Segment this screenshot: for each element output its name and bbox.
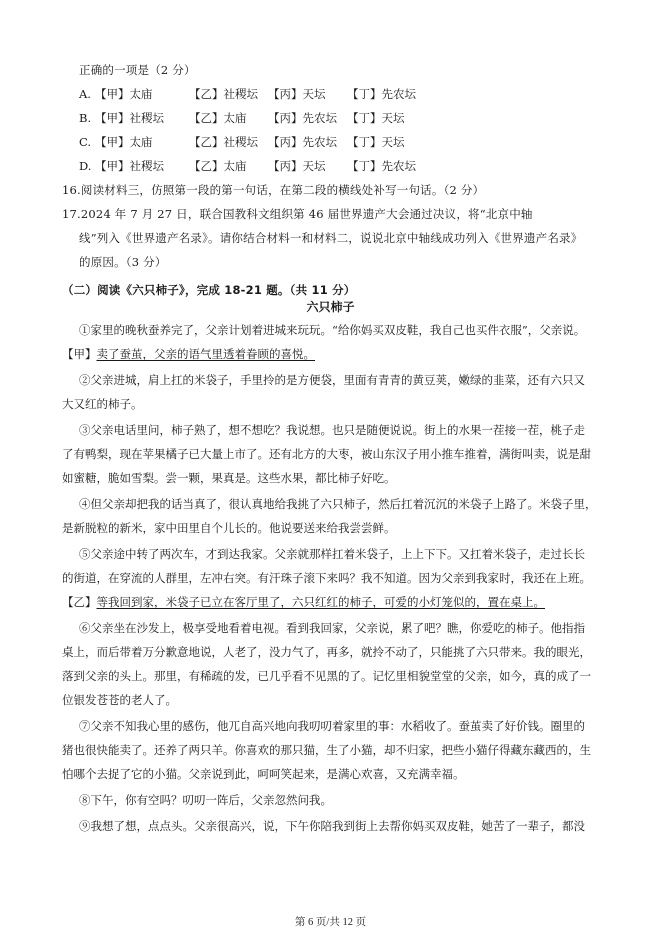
option-d[interactable] [79, 158, 437, 174]
paragraph-7-line-1: ⑦父亲不知我心里的感伤，他兀自高兴地向我叨叨着家里的事：水稻收了。蚕茧卖了好价钱。圈里的 [79, 719, 585, 733]
marker-yi: 【乙】 [62, 595, 97, 609]
option-cell: 【乙】社稷坛 [189, 87, 258, 101]
paragraph-7-line-2: 猪也很快能卖了。还养了两只羊。你喜欢的那只猫，生了小猫，却不归家，把些小猫仔得藏东藏西的，生 [62, 743, 591, 757]
paragraph-8-line-1: ⑧下午，你有空吗？叨叨一阵后，父亲忽然问我。 [79, 793, 332, 807]
underlined-sentence-jia: 卖了蚕茧，父亲的语气里透着眷顾的喜悦。 [96, 347, 315, 361]
paragraph-5-line-3 [62, 594, 607, 610]
option-cell: 【丁】天坛 [347, 111, 405, 125]
paragraph-1-line-2 [62, 346, 607, 362]
option-b[interactable] [79, 110, 437, 126]
story-title: 六只柿子 [306, 300, 355, 314]
option-cell: 【丙】天坛 [268, 159, 326, 173]
marker-jia: 【甲】 [62, 347, 97, 361]
paragraph-6-line-2: 桌上，而后带着万分歉意地说，人老了，没力气了，再多，就拎不动了，只能挑了六只带来。我的眼光， [62, 645, 591, 659]
paragraph-2-line-2: 大又红的柿子。 [62, 397, 143, 411]
q15-intro: 正确的一项是（2 分） [79, 63, 196, 77]
paragraph-3-line-2: 了有鸭梨，现在苹果橘子已大量上市了。还有北方的大枣，被山东汉子用小推车推着，满街叫卖，说是甜 [62, 447, 591, 461]
option-cell: 【丁】先农坛 [347, 87, 416, 101]
option-label: C. [79, 135, 92, 149]
option-cell: 【乙】太庙 [189, 111, 247, 125]
option-cell: 【甲】社稷坛 [95, 159, 164, 173]
paragraph-1-line-1: ①家里的晚秋蚕养完了，父亲计划着进城来玩玩。“给你妈买双皮鞋，我自己也买件衣服”，父亲说。 [79, 323, 586, 337]
option-cell: 【甲】太庙 [95, 87, 153, 101]
option-a[interactable] [79, 86, 437, 102]
paragraph-6-line-3: 落到父亲的头上。那里，有稀疏的发，已几乎看不见黑的了。记忆里相貌堂堂的父亲，如今，真的成了一 [62, 669, 591, 683]
question-17-line-3: 的原因。（3 分） [79, 255, 167, 269]
paragraph-5-line-1: ⑤父亲途中转了两次车，才到达我家。父亲就那样扛着米袋子，上上下下。又扛着米袋子，走过长长 [79, 547, 585, 561]
option-cell: 【丙】天坛 [268, 87, 326, 101]
option-label: A. [79, 87, 91, 101]
question-16: 16.阅读材料三，仿照第一段的第一句话，在第二段的横线处补写一句话。（2 分） [62, 183, 485, 197]
question-17-line-2: 线”列入《世界遗产名录》。请你结合材料一和材料二，说说北京中轴线成功列入《世界遗产名录》 [79, 231, 583, 245]
underlined-sentence-yi: 等我回到家，米袋子已立在客厅里了，六只红红的柿子，可爱的小灯笼似的，置在桌上。 [96, 595, 545, 609]
option-c[interactable] [79, 134, 437, 150]
question-17-line-1: 17.2024 年 7 月 27 日，联合国教科文组织第 46 届世界遗产大会通过决议，将“北京中轴 [62, 207, 533, 221]
paragraph-3-line-1: ③父亲电话里问，柿子熟了，想不想吃？我说想。也只是随便说说。街上的水果一茬接一茬，桃子走 [79, 423, 585, 437]
paragraph-4-line-2: 是新脱粒的新米，家中田里自个儿长的。他说要送来给我尝尝鲜。 [62, 521, 396, 535]
option-cell: 【丁】天坛 [347, 135, 405, 149]
section-heading: （二）阅读《六只柿子》，完成 18-21 题。（共 11 分） [62, 283, 356, 297]
paragraph-2-line-1: ②父亲进城，肩上扛的米袋子，手里拎的是方便袋，里面有青青的黄豆荚，嫩绿的韭菜，还有六只又 [79, 373, 585, 387]
option-cell: 【乙】社稷坛 [189, 135, 258, 149]
option-label: B. [79, 111, 92, 125]
page-footer: 第 6 页/共 12 页 [294, 917, 367, 928]
option-cell: 【乙】太庙 [189, 159, 247, 173]
paragraph-5-line-2: 的街道，在穿流的人群里，左冲右突。有汗珠子滚下来吗？我不知道。因为父亲到我家时，我还在上班。 [62, 571, 591, 585]
paragraph-7-line-3: 怕哪个去捉了它的小猫。父亲说到此，呵呵笑起来，是满心欢喜，又充满幸福。 [62, 767, 465, 781]
option-label: D. [79, 159, 92, 173]
paragraph-6-line-4: 位银发苍苍的老人了。 [62, 693, 177, 707]
paragraph-4-line-1: ④但父亲却把我的话当真了，很认真地给我挑了六只柿子，然后扛着沉沉的米袋子上路了。米袋子里， [79, 497, 597, 511]
option-cell: 【丙】先农坛 [268, 111, 337, 125]
option-cell: 【甲】太庙 [95, 135, 153, 149]
paragraph-3-line-3: 如蜜糖，脆如雪梨。尝一颗，果真是。这些水果，都比柿子好吃。 [62, 471, 396, 485]
option-cell: 【甲】社稷坛 [95, 111, 164, 125]
option-cell: 【丁】先农坛 [347, 159, 416, 173]
option-cell: 【丙】先农坛 [268, 135, 337, 149]
paragraph-6-line-1: ⑥父亲坐在沙发上，极享受地看着电视。看到我回家，父亲说，累了吧？瞧，你爱吃的柿子。他指指 [79, 621, 585, 635]
paragraph-9-line-1: ⑨我想了想，点点头。父亲很高兴，说，下午你陪我到街上去帮你妈买双皮鞋，她苦了一辈子，都没 [79, 819, 585, 833]
